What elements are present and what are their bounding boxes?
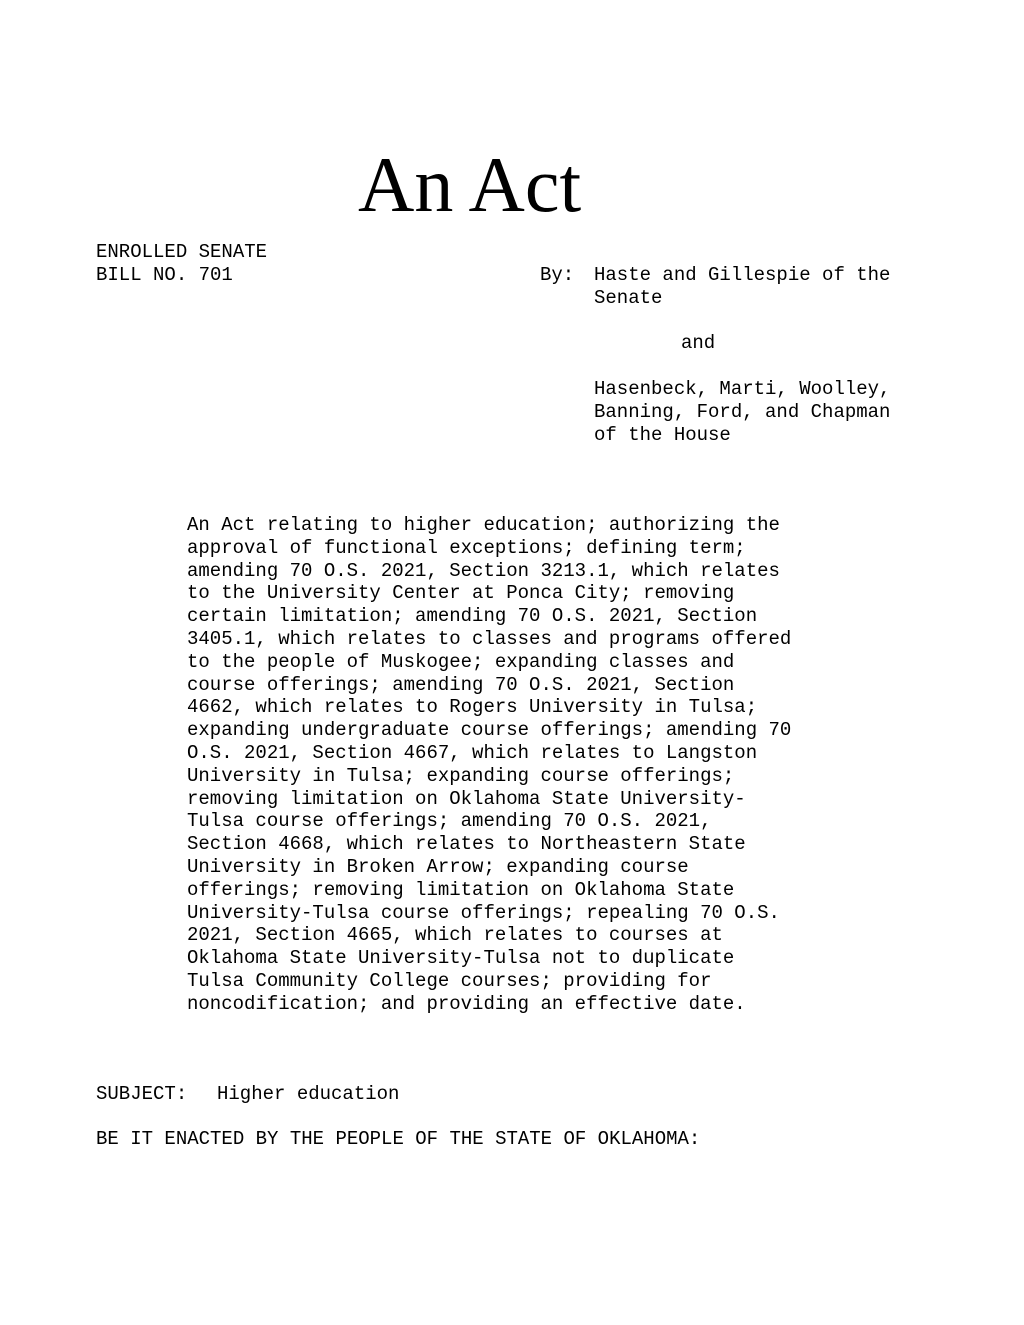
subject-label: SUBJECT: — [96, 1083, 188, 1105]
bill-number-label: ENROLLED SENATE BILL NO. 701 — [96, 241, 268, 286]
subject-value: Higher education — [217, 1083, 400, 1105]
senate-sponsors: Haste and Gillespie of the Senate — [594, 264, 891, 309]
act-summary: An Act relating to higher education; authorizing the approval of functional exceptions; defining term; amending 70 O.S. 2021, Section 3213.1, which relates to the University Center at Ponca City; removing certain limitation; amending 70 O.S. 2021, Section 3405.1, which relates to classes and programs offered to the people of Muskogee; expanding classes and course offerings; amending 70 O.S. 2021, Section 4662, which relates to Rogers University in Tulsa; expanding undergraduate course offerings; amending 70 O.S. 2021, Section 4667, which relates to Langston University in Tulsa; expanding course offerings; removing limitation on Oklahoma State University- Tulsa course offerings; amending 70 O.S. 2021, Section 4668, which relates to Northeastern State University in Broken Arrow; expanding course offerings; removing limitation on Oklahoma State University-Tulsa course offerings; repealing 70 O.S. 2021, Section 4665, which relates to courses at Oklahoma State University-Tulsa not to duplicate Tulsa Community College courses; providing for noncodification; and providing an effective date. — [187, 514, 792, 1015]
enacting-clause: BE IT ENACTED BY THE PEOPLE OF THE STATE OF OKLAHOMA: — [96, 1128, 701, 1150]
document-title: An Act — [358, 141, 582, 228]
house-sponsors: Hasenbeck, Marti, Woolley, Banning, Ford, and Chapman of the House — [594, 378, 891, 446]
by-label: By: — [540, 264, 575, 286]
sponsors-conjunction: and — [681, 332, 716, 354]
